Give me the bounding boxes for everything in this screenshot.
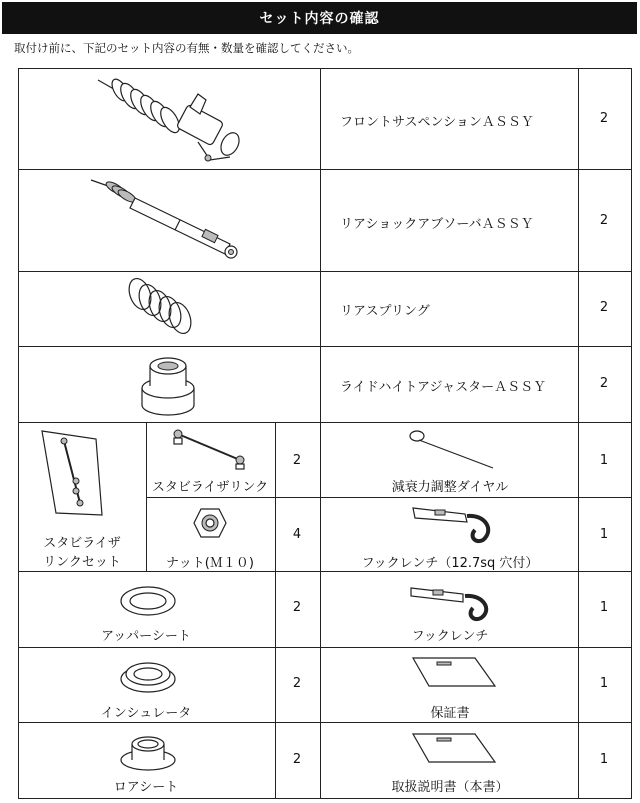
right-item-name: フックレンチ（12.7sq 穴付） [361,556,539,571]
right-item-qty: 1 [599,527,609,542]
stabilizer-link-icon [170,426,250,470]
front-suspension-icon [80,72,250,167]
nut-icon [192,506,228,540]
right-item-qty: 1 [599,453,609,468]
nut-name: ナット(Ｍ１０) [166,556,254,571]
damping-dial-icon [405,426,500,472]
right-item-name: フックレンチ [411,629,489,644]
row-qty: 2 [599,213,609,228]
row-qty: 2 [599,111,609,126]
upper-seat-icon [118,583,178,619]
stabilizer-link-name: スタビライザリンク [151,480,269,495]
right-item-name: 取扱説明書（本書） [391,780,509,795]
left-item-name: アッパーシート [101,629,191,644]
left-item-qty: 2 [292,676,302,691]
hook-wrench-hole-icon [405,500,500,544]
intro-text: 取付け前に、下記のセット内容の有無・数量を確認してください。 [14,41,359,55]
right-item-name: 保証書 [430,706,470,721]
right-item-qty: 1 [599,752,609,767]
warranty-icon [405,652,500,694]
row-name: リアスプリング [340,304,430,319]
left-item-qty: 2 [292,600,302,615]
row-name: フロントサスペンションＡＳＳＹ [340,115,534,130]
manual-icon [405,728,500,770]
left-item-name: ロアシート [113,780,179,795]
row-qty: 2 [599,300,609,315]
insulator-icon [118,657,178,695]
nut-qty: 4 [292,527,302,542]
right-item-qty: 1 [599,676,609,691]
right-item-qty: 1 [599,600,609,615]
stabilizer-set-label-line1: スタビライザ [43,536,121,551]
section-title: セット内容の確認 [2,2,637,34]
left-item-name: インシュレータ [100,706,192,721]
stabilizer-link-set-icon [36,425,106,520]
rear-spring-icon [122,274,202,344]
left-item-qty: 2 [292,752,302,767]
stabilizer-set-label-line2: リンクセット [43,555,121,570]
row-qty: 2 [599,376,609,391]
row-name: ライドハイトアジャスターＡＳＳＹ [340,380,547,395]
hook-wrench-icon [405,578,500,622]
stabilizer-link-qty: 2 [292,453,302,468]
rear-shock-icon [85,172,245,269]
ride-height-adjuster-icon [138,350,198,420]
lower-seat-icon [118,732,178,772]
row-name: リアショックアブソーバＡＳＳＹ [340,217,534,232]
right-item-name: 減衰力調整ダイヤル [391,480,509,495]
